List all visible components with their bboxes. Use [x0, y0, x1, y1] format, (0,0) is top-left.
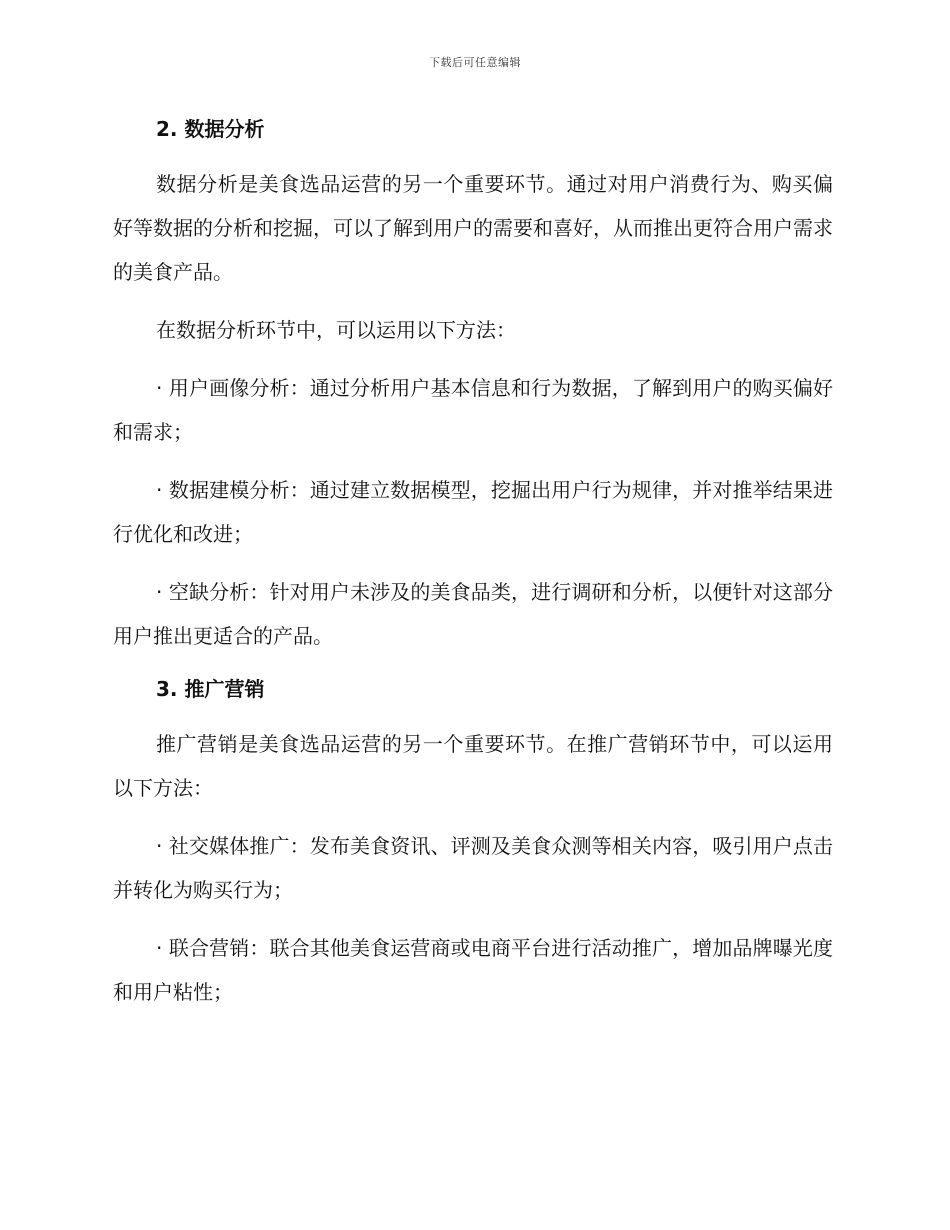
bullet-item: · 联合营销：联合其他美食运营商或电商平台进行活动推广，增加品牌曝光度和用户粘性；	[113, 936, 833, 1004]
section-heading-promotion-marketing: 3. 推广营销	[156, 677, 265, 701]
bullet-item: · 数据建模分析：通过建立数据模型，挖掘出用户行为规律，并对推举结果进行优化和改进；	[113, 478, 833, 546]
section-heading-data-analysis: 2. 数据分析	[156, 117, 265, 141]
paragraph: 在数据分析环节中，可以运用以下方法：	[156, 318, 516, 342]
document-body	[113, 112, 833, 1014]
bullet-item: · 空缺分析：针对用户未涉及的美食品类，进行调研和分析，以便针对这部分用户推出更适合的产品。	[113, 580, 833, 648]
paragraph: 数据分析是美食选品运营的另一个重要环节。通过对用户消费行为、购买偏好等数据的分析和挖掘，可以了解到用户的需要和喜好，从而推出更符合用户需求的美食产品。	[113, 172, 833, 284]
paragraph: 推广营销是美食选品运营的另一个重要环节。在推广营销环节中，可以运用以下方法：	[113, 732, 833, 800]
bullet-item: · 社交媒体推广：发布美食资讯、评测及美食众测等相关内容，吸引用户点击并转化为购买行为；	[113, 834, 833, 902]
page-header-note: 下载后可任意编辑	[429, 56, 521, 69]
bullet-item: · 用户画像分析：通过分析用户基本信息和行为数据，了解到用户的购买偏好和需求；	[113, 376, 833, 444]
